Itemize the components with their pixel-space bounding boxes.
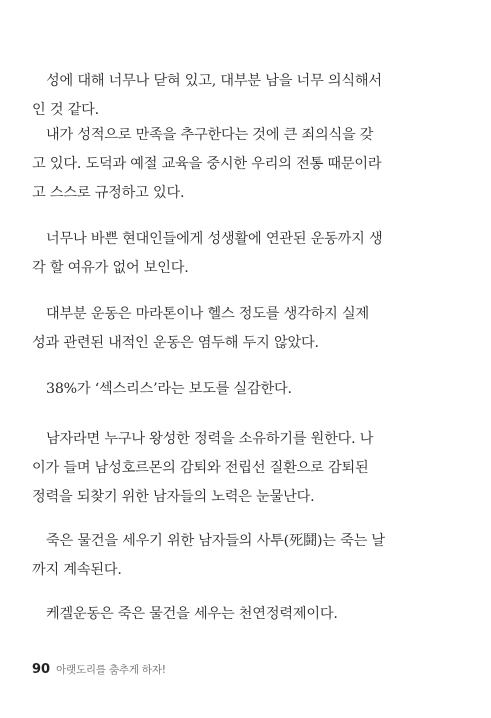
paragraph-line: 성에 대해 너무나 닫혀 있고, 대부분 남을 너무 의식해서 <box>46 73 382 89</box>
paragraph-line: 대부분 운동은 마라톤이나 헬스 정도를 생각하지 실제 <box>46 306 369 322</box>
paragraph-line: 38%가 ‘섹스리스’라는 보도를 실감한다. <box>46 381 292 397</box>
paragraph-line: 이가 들며 남성호르몬의 감퇴와 전립선 질환으로 감퇴된 <box>32 460 369 476</box>
paragraph-line: 죽은 물건을 세우기 위한 남자들의 사투(死鬪)는 죽는 날 <box>46 533 385 549</box>
paragraph-5 <box>32 375 460 404</box>
paragraph-line: 까지 계속된다. <box>32 562 122 578</box>
page-footer <box>32 662 166 682</box>
paragraph-line: 너무나 바쁜 현대인들에게 성생활에 연관된 운동까지 생 <box>46 231 383 247</box>
paragraph-8 <box>32 600 460 629</box>
paragraph-6 <box>32 425 460 512</box>
paragraph-2 <box>32 121 460 208</box>
paragraph-3 <box>32 225 460 283</box>
paragraph-line: 각 할 여유가 없어 보인다. <box>32 260 189 276</box>
paragraph-line: 남자라면 누구나 왕성한 정력을 소유하기를 원한다. 나 <box>46 431 374 447</box>
paragraph-line: 정력을 되찾기 위한 남자들의 노력은 눈물난다. <box>32 489 315 505</box>
paragraph-4 <box>32 300 460 358</box>
paragraph-line: 고 스스로 규정하고 있다. <box>32 185 185 201</box>
paragraph-line: 고 있다. 도덕과 예절 교육을 중시한 우리의 전통 때문이라 <box>32 156 382 172</box>
page-number: 90 <box>32 662 51 677</box>
running-book-title: 아랫도리를 춤추게 하자! <box>56 664 166 676</box>
paragraph-line: 내가 성적으로 만족을 추구한다는 것에 큰 죄의식을 갖 <box>46 127 374 143</box>
paragraph-7 <box>32 527 460 585</box>
paragraph-line: 성과 관련된 내적인 운동은 염두해 두지 않았다. <box>32 335 319 351</box>
paragraph-line: 케겔운동은 죽은 물건을 세우는 천연정력제이다. <box>46 606 338 622</box>
paragraph-1 <box>32 67 460 125</box>
paragraph-line: 인 것 같다. <box>32 102 99 118</box>
